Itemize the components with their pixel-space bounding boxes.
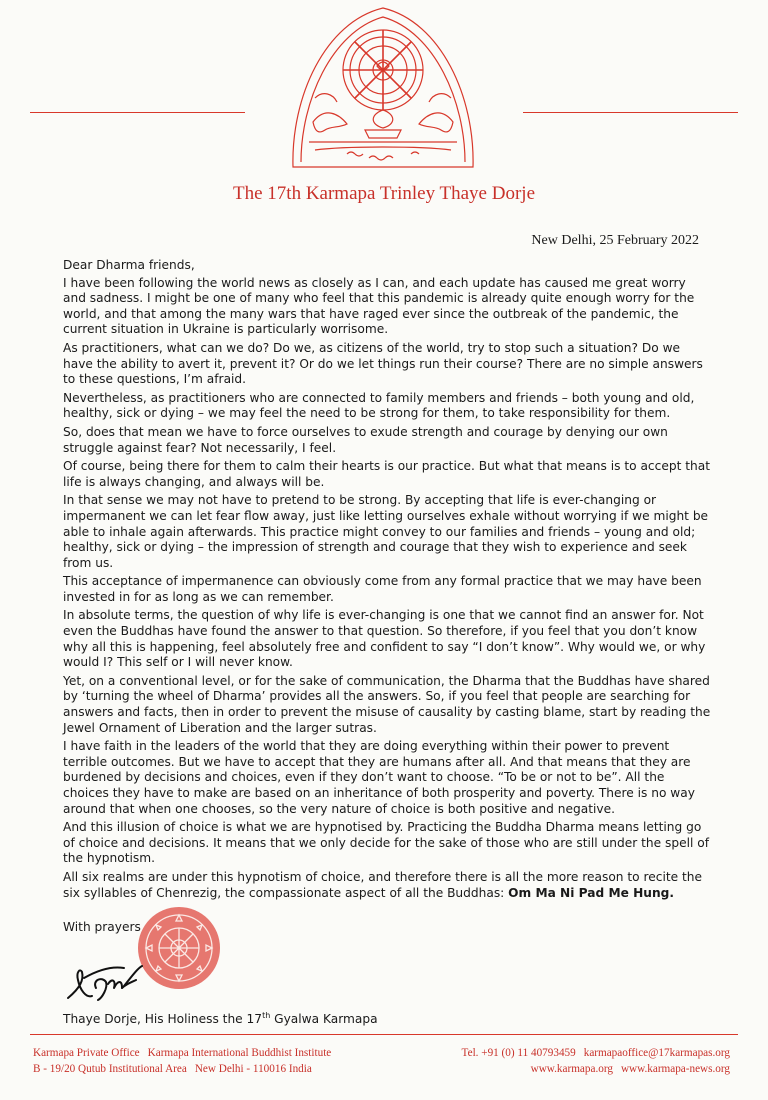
- header-rule-right: [523, 112, 738, 113]
- letter-paragraph: This acceptance of impermanence can obviously come from any formal practice that we may have been invested in for as long as we can remember.: [63, 574, 702, 604]
- signoff-superscript: th: [262, 1011, 271, 1020]
- letter-paragraph: In that sense we may not have to pretend to be strong. By accepting that life is ever-changing or impermanent we can let fear flow away, just like letting ourselves exhale without worrying if we might be able to inhale again afterwards. This practice might convey to our families and friends – young and old; healthy, sick or dying – the impression of strength and courage that they wish to experience and seek from us.: [63, 493, 709, 570]
- mantra: Om Ma Ni Pad Me Hung.: [508, 885, 675, 900]
- footer-line-2: [33, 1061, 331, 1077]
- footer-phone: Tel. +91 (0) 11 40793459: [461, 1047, 576, 1059]
- dharma-wheel-emblem-icon: [285, 2, 481, 172]
- letter-paragraph: Yet, on a conventional level, or for the sake of communication, the Dharma that the Buddhas have shared by ‘turning the wheel of Dharma’ provides all the answers. So, if you feel that people are searching for answers and facts, then in order to prevent the misuse of causality by casting blame, start by reading the Jewel Ornament of Liberation and the larger sutras.: [63, 673, 711, 735]
- footer-contact: [462, 1045, 730, 1077]
- footer-line-1: [462, 1045, 730, 1061]
- letter-paragraph: Of course, being there for them to calm their hearts is our practice. But what that means is to accept that life is always changing, and always will be.: [63, 459, 710, 489]
- salutation: Dear Dharma friends,: [63, 258, 195, 272]
- footer-street: B - 19/20 Qutub Institutional Area: [33, 1063, 187, 1075]
- footer-office: Karmapa Private Office: [33, 1047, 140, 1059]
- closing: With prayers: [63, 920, 141, 934]
- footer-email-link[interactable]: karmapaoffice@17karmapas.org: [583, 1047, 730, 1059]
- letter-paragraph: Nevertheless, as practitioners who are connected to family members and friends – both young and old, healthy, sick or dying – we may feel the need to be strong for them, to take responsibility for them.: [63, 390, 695, 421]
- footer-website-link[interactable]: www.karmapa.org: [530, 1063, 613, 1075]
- letter-paragraph: As practitioners, what can we do? Do we, as citizens of the world, try to stop such a situation? Do we have the ability to avert it, prevent it? Or do we let things run their course? There are no simple answers to these questions, I’m afraid.: [63, 340, 703, 387]
- footer-line-1: [33, 1045, 331, 1061]
- footer-address: [33, 1045, 331, 1077]
- signoff: [63, 1011, 378, 1026]
- letter-paragraph: I have faith in the leaders of the world that they are doing everything within their power to prevent terrible outcomes. But we have to accept that they are humans after all. And that means that they are burdened by decisions and choices, even if they don’t want to choose. “To be or not to be”. All the choices they have to make are based on an inheritance of both prosperity and poverty. There is no way around that when one chooses, so the very nature of choice is both positive and negative.: [63, 739, 695, 816]
- letter-paragraph: And this illusion of choice is what we are hypnotised by. Practicing the Buddha Dharma means letting go of choice and decisions. It means that we only decide for the sake of those who are still under the spell of the hypnotism.: [63, 820, 709, 866]
- letter-paragraph: I have been following the world news as closely as I can, and each update has caused me great worry and sadness. I might be one of many who feel that this pandemic is already quite enough worry for the world, and that among the many wars that have raged ever since the outbreak of the pandemic, the current situation in Ukraine is particularly worrisome.: [63, 275, 695, 337]
- letter-date: New Delhi, 25 February 2022: [531, 233, 699, 248]
- letterhead-title: The 17th Karmapa Trinley Thaye Dorje: [233, 183, 535, 204]
- footer-rule: [30, 1034, 738, 1035]
- footer-news-website-link[interactable]: www.karmapa-news.org: [620, 1063, 730, 1075]
- letter-paragraph: In absolute terms, the question of why life is ever-changing is one that we cannot find an answer for. Not even the Buddhas have found the answer to that question. So therefore, if you feel that you don’t know why all this is happening, feel absolutely free and confident to say “I don’t know”. Why would we, or why would I? This self or I will never know.: [63, 608, 706, 670]
- signoff-title: Gyalwa Karmapa: [270, 1012, 378, 1027]
- letter-paragraph-final: [63, 870, 711, 901]
- letter-body: [63, 258, 711, 904]
- footer-line-2: [462, 1061, 730, 1077]
- footer-city: New Delhi - 110016 India: [194, 1063, 312, 1075]
- footer-institute: Karmapa International Buddhist Institute: [147, 1047, 332, 1059]
- handwritten-signature: [62, 958, 158, 1008]
- header-rule-left: [30, 112, 245, 113]
- final-paragraph-text: All six realms are under this hypnotism of choice, and therefore there is all the more reason to recite the six syllables of Chenrezig, the compassionate aspect of all the Buddhas:: [63, 869, 702, 900]
- signoff-name: Thaye Dorje, His Holiness the 17: [63, 1012, 263, 1027]
- letter-paragraph: So, does that mean we have to force ourselves to exude strength and courage by denying our own struggle against fear? Not necessarily, I feel.: [63, 424, 668, 455]
